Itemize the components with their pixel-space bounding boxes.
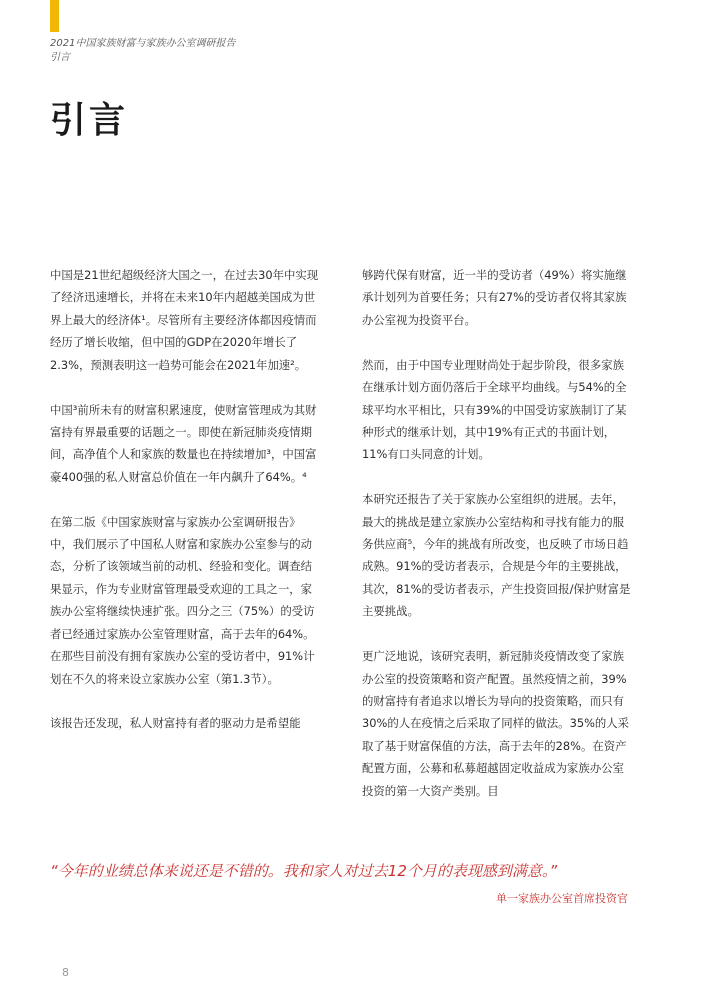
paragraph: 然而，由于中国专业理财尚处于起步阶段，很多家族在继承计划方面仍落后于全球平均曲线。与54%的全球平均水平相比，只有39%的中国受访家族制订了某种形式的继承计划，其中19%有正式的书面计划，11%有口头同意的计划。 <box>362 357 627 462</box>
paragraph: 中国是21世纪超级经济大国之一，在过去30年中实现了经济迅速增长，并将在未来10年内超越美国成为世界上最大的经济体¹。尽管所有主要经济体都因疫情而经历了增长收缩，但中国的GDP在2020年增长了2.3%，预测表明这一趋势可能会在2021年加速²。 <box>50 268 319 372</box>
paragraph: 中国³前所未有的财富积累速度，使财富管理成为其财富持有界最重要的话题之一。即使在新冠肺炎疫情期间，高净值个人和家族的数量也在持续增加³，中国富豪400强的私人财富总价值在一年内飙升了64%。⁴ <box>50 402 317 484</box>
accent-bar <box>50 0 59 32</box>
paragraph: 本研究还报告了关于家族办公室组织的进展。去年，最大的挑战是建立家族办公室结构和寻找有能力的服务供应商⁵，今年的挑战有所改变，也反映了市场日趋成熟。91%的受访者表示，合规是今年的主要挑战，其次，81%的受访者表示，产生投资回报/保护财富是主要挑战。 <box>362 492 631 619</box>
paragraph: 更广泛地说，该研究表明，新冠肺炎疫情改变了家族办公室的投资策略和资产配置。虽然疫情之前，39%的财富持有者追求以增长为导向的投资策略，而只有30%的人在疫情之后采取了同样的做法。35%的人采取了基于财富保值的方法，高于去年的28%。在资产配置方面，公募和私募超越固定收益成为家族办公室投资的第一大资产类别。目 <box>362 649 630 798</box>
paragraph: 该报告还发现，私人财富持有者的驱动力是希望能 <box>50 716 301 731</box>
left-column <box>50 264 323 757</box>
pull-quote: “今年的业绩总体来说还是不错的。我和家人对过去12个月的表现感到满意。” <box>50 862 558 880</box>
report-title: 2021中国家族财富与家族办公室调研报告 <box>50 38 236 49</box>
paragraph: 在第二版《中国家族财富与家族办公室调研报告》中，我们展示了中国私人财富和家族办公室参与的动态，分析了该领域当前的动机、经验和变化。调查结果显示，作为专业财富管理最受欢迎的工具之一，家族办公室将继续快速扩张。四分之三（75%）的受访者已经通过家族办公室管理财富，高于去年的64%。在那些目前没有拥有家族办公室的受访者中，91%计划在不久的将来设立家族办公室（第1.3节）。 <box>50 514 315 686</box>
section-label: 引言 <box>50 52 70 63</box>
page-number: 8 <box>62 966 69 979</box>
paragraph: 够跨代保有财富，近一半的受访者（49%）将实施继承计划列为首要任务；只有27%的受访者仅将其家族办公室视为投资平台。 <box>362 268 627 327</box>
page-title: 引言 <box>50 99 129 141</box>
quote-attribution: 单一家族办公室首席投资官 <box>496 892 628 905</box>
running-header <box>50 37 235 65</box>
right-column <box>362 264 635 825</box>
